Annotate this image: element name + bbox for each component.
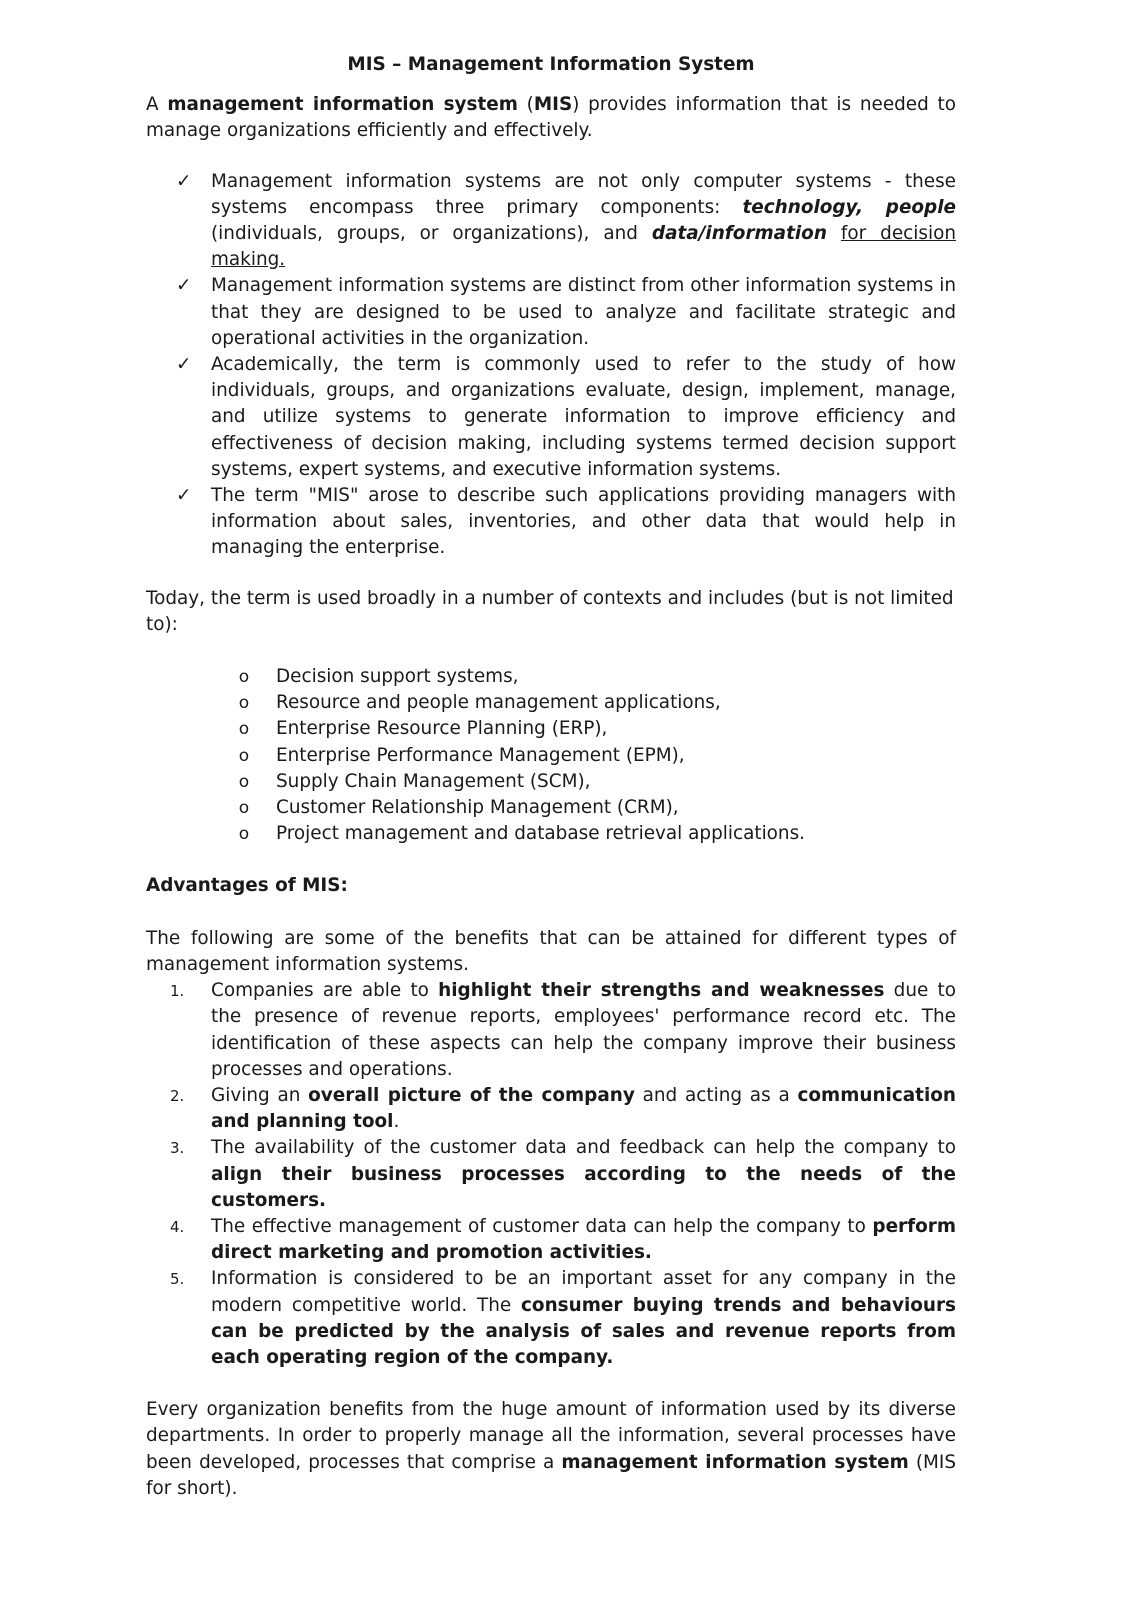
list-item: ✓ Academically, the term is commonly used to refer to the study of how individuals, groups, and organizations evaluate, design, implement, manage, and utilize systems to generate information to improve efficiency and effectiveness of decision making, including systems termed decision support systems, expert systems, and executive information systems. <box>176 354 956 480</box>
list-item: ✓ Management information systems are distinct from other information systems in that they are designed to be used to analyze and facilitate strategic and operational activities in the organization. <box>176 275 956 349</box>
underlined-text: for decision making. <box>211 223 956 271</box>
closing-bold-term: management information system <box>561 1451 909 1473</box>
list-item: o Customer Relationship Management (CRM), <box>146 795 956 821</box>
list-item: 4. The effective management of customer data can help the company to perform direct marketing and promotion activities. <box>170 1215 956 1264</box>
bold-italic-text: technology, people <box>742 196 956 218</box>
advantages-intro: The following are some of the benefits that can be attained for different types of management information systems. <box>146 927 956 975</box>
circle-bullet-icon: o <box>238 745 250 766</box>
intro-paragraph: A management information system (MIS) provides information that is needed to manage organizations efficiently and effectively. <box>146 94 956 142</box>
checkmark-icon: ✓ <box>176 275 192 297</box>
document-title: MIS – Management Information System <box>347 54 755 75</box>
list-number: 4. <box>170 1217 185 1236</box>
checkmark-icon: ✓ <box>176 485 192 507</box>
bold-italic-text: data/information <box>651 223 827 245</box>
contexts-intro: Today, the term is used broadly in a number of contexts and includes (but is not limited to): <box>146 587 954 635</box>
list-item: o Enterprise Performance Management (EPM), <box>146 743 956 769</box>
list-number: 5. <box>170 1270 185 1289</box>
list-item: 5. Information is considered to be an important asset for any company in the modern competitive world. The consumer buying trends and behaviours can be predicted by the analysis of sales and revenue reports from each operating region of the company. <box>170 1268 956 1368</box>
checkmark-icon: ✓ <box>176 170 192 192</box>
advantages-heading: Advantages of MIS: <box>146 875 348 897</box>
list-item: o Enterprise Resource Planning (ERP), <box>146 716 956 742</box>
list-number: 3. <box>170 1139 185 1158</box>
document-page <box>146 52 956 1502</box>
checkmark-list <box>146 169 956 562</box>
list-item: ✓ Management information systems are not only computer systems - these systems encompass three primary components: technology, people (individuals, groups, or organizations), and data/information for decision making. <box>176 170 956 271</box>
list-item: o Project management and database retrieval applications. <box>146 821 956 847</box>
list-item: o Supply Chain Management (SCM), <box>146 769 956 795</box>
intro-bold-acronym: MIS <box>533 94 573 116</box>
contexts-list <box>146 664 956 847</box>
circle-bullet-icon: o <box>238 667 250 688</box>
checkmark-icon: ✓ <box>176 354 192 376</box>
list-item: o Resource and people management applications, <box>146 690 956 716</box>
list-item: 1. Companies are able to highlight their strengths and weaknesses due to the presence of revenue reports, employees' performance record etc. The identification of these aspects can help the company improve their business processes and operations. <box>170 980 956 1080</box>
list-number: 2. <box>170 1086 185 1105</box>
list-item: 2. Giving an overall picture of the company and acting as a communication and planning tool. <box>170 1084 956 1133</box>
circle-bullet-icon: o <box>238 719 250 740</box>
list-item: ✓ The term "MIS" arose to describe such applications providing managers with information about sales, inventories, and other data that would help in managing the enterprise. <box>176 485 956 559</box>
circle-bullet-icon: o <box>238 824 250 845</box>
circle-bullet-icon: o <box>238 693 250 714</box>
list-number: 1. <box>170 982 185 1001</box>
list-item: 3. The availability of the customer data and feedback can help the company to align their business processes according to the needs of the customers. <box>170 1137 956 1211</box>
closing-paragraph: Every organization benefits from the huge amount of information used by its diverse departments. In order to properly manage all the information, several processes have been developed, processes that comprise a management information system (MIS for short). <box>146 1399 956 1499</box>
circle-bullet-icon: o <box>238 798 250 819</box>
intro-bold-term: management information system <box>167 94 518 116</box>
list-item: o Decision support systems, <box>146 664 956 690</box>
circle-bullet-icon: o <box>238 771 250 792</box>
advantages-list <box>146 978 956 1371</box>
